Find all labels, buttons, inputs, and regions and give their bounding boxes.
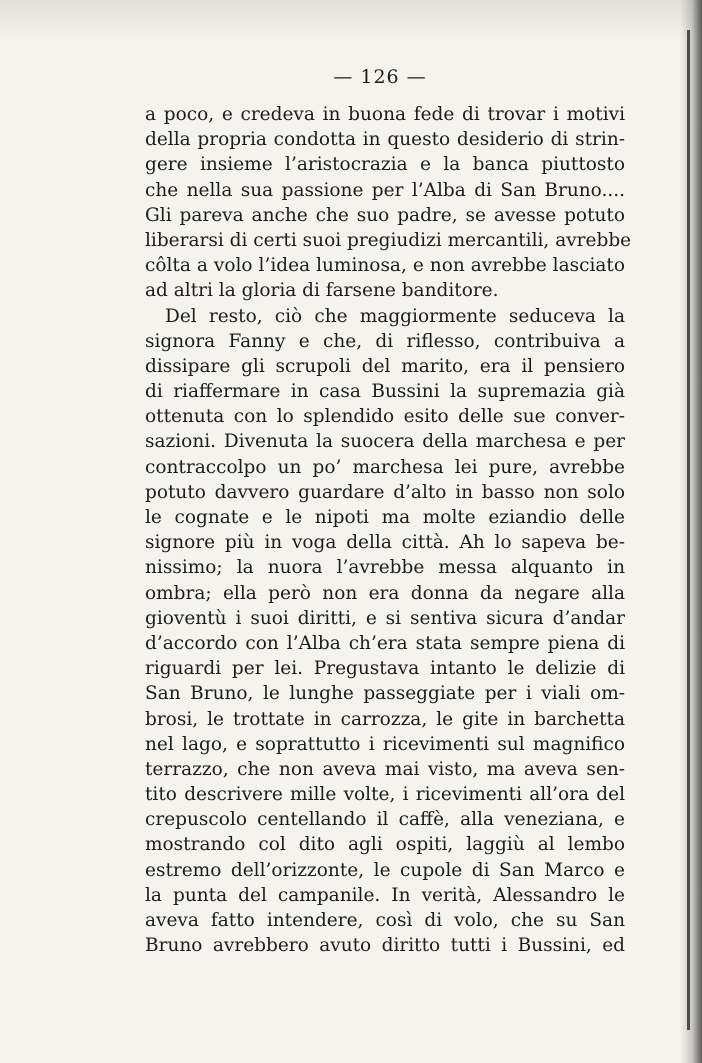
text-line: brosi, le trottate in carrozza, le gite in barchetta (145, 708, 625, 730)
text-line: della propria condotta in questo desiderio di strin- (145, 129, 625, 151)
text-line: signore più in voga della città. Ah lo sapeva be- (145, 532, 625, 554)
text-line: terrazzo, che non aveva mai visto, ma aveva sen- (145, 758, 625, 780)
text-line: sazioni. Divenuta la suocera della marchesa e per (145, 431, 625, 453)
text-line: gioventù i suoi diritti, e si sentiva sicura d’andar (145, 607, 625, 629)
text-line: nissimo; la nuora l’avrebbe messa alquanto in (145, 557, 625, 579)
binding-edge (687, 30, 690, 1030)
text-line: mostrando col dito agli ospiti, laggiù al lembo (145, 834, 625, 856)
text-line: le cognate e le nipoti ma molte eziandio delle (145, 507, 625, 528)
text-line: tito descrivere mille volte, i ricevimenti all’ora del (145, 784, 625, 806)
text-line: Gli pareva anche che suo padre, se avesse potuto (145, 204, 625, 226)
text-line: crepuscolo centellando il caffè, alla veneziana, e (145, 809, 625, 831)
text-line: côlta a volo l’idea luminosa, e non avrebbe lasciato (145, 255, 625, 277)
text-line: nel lago, e soprattutto i ricevimenti sul magnifico (145, 733, 625, 755)
text-line: dissipare gli scrupoli del marito, era il pensiero (145, 355, 625, 377)
text-line: che nella sua passione per l’Alba di San Bruno.... (145, 179, 625, 201)
text-line: estremo dell’orizzonte, le cupole di San Marco e (145, 859, 625, 881)
text-line: la punta del campanile. In verità, Alessandro le (145, 884, 625, 906)
text-line: liberarsi di certi suoi pregiudizi mercantili, avrebbe (145, 229, 632, 251)
scan-shading (0, 0, 702, 40)
text-line: ombra; ella però non era donna da negare alla (145, 582, 625, 604)
text-line: potuto davvero guardare d’alto in basso non solo (145, 481, 625, 503)
text-line: contraccolpo un po’ marchesa lei pure, avrebbe (145, 456, 625, 478)
text-line: riguardi per lei. Pregustava intanto le delizie di (145, 658, 625, 680)
text-line: aveva fatto intendere, così di volo, che su San (145, 910, 625, 931)
text-line: signora Fanny e che, di riflesso, contribuiva a (145, 330, 625, 352)
text-line: di riaffermare in casa Bussini la supremazia già (145, 381, 625, 403)
body-text (145, 102, 632, 958)
text-line: ottenuta con lo splendido esito delle sue conver- (145, 406, 625, 428)
page-number: — 126 — (333, 66, 427, 88)
text-line: Bruno avrebbero avuto diritto tutti i Bussini, ed (145, 935, 625, 957)
text-line: ad altri la gloria di farsene banditore. (145, 280, 499, 302)
text-line: a poco, e credeva in buona fede di trovar i motivi (145, 104, 625, 125)
paragraph-start-line: Del resto, ciò che maggiormente seduceva la (165, 305, 625, 327)
text-line: gere insieme l’aristocrazia e la banca piuttosto (145, 154, 625, 176)
page-edge-shadow (680, 0, 702, 1063)
text-line: San Bruno, le lunghe passeggiate per i viali om- (145, 683, 625, 705)
text-line: d’accordo con l’Alba ch’era stata sempre piena di (145, 632, 625, 654)
